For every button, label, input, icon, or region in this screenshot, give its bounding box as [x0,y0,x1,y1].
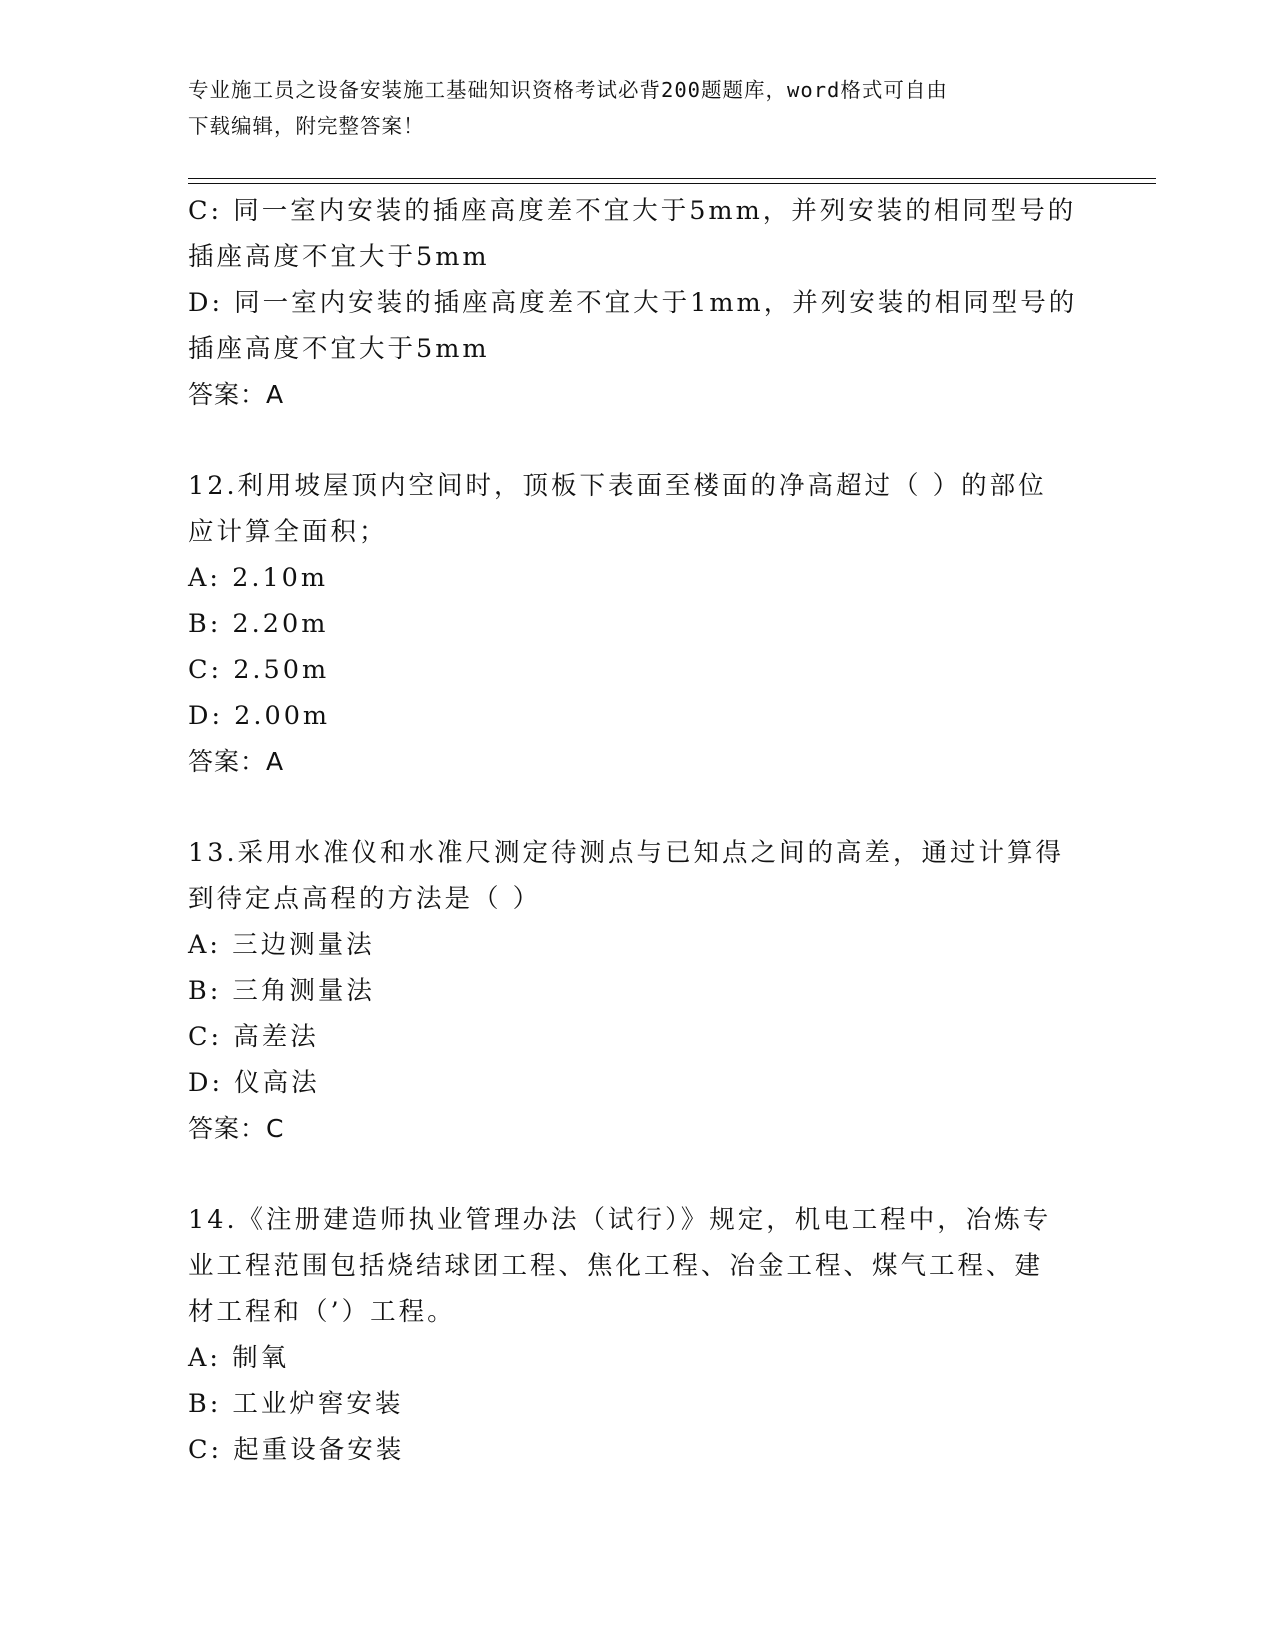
question-stem-line-1: 12.利用坡屋顶内空间时，顶板下表面至楼面的净高超过（ ）的部位 [188,471,1047,501]
question-stem-line-1: 14.《注册建造师执业管理办法（试行）》规定，机电工程中，冶炼专 [188,1205,1052,1235]
spacer [188,785,1088,830]
option-c: C: 2.50m [188,655,330,685]
question-11-tail [188,188,1088,418]
option-a: A: 三边测量法 [188,930,375,960]
answer: 答案：A [188,747,285,776]
option-c: C: 起重设备安装 [188,1435,405,1465]
question-14 [188,1197,1088,1473]
question-content [188,188,1088,1473]
answer: 答案：C [188,1114,285,1143]
option-b: B: 三角测量法 [188,976,375,1006]
option-b: B: 工业炉窖安装 [188,1389,404,1419]
question-stem-line-1: 13.采用水准仪和水准尺测定待测点与已知点之间的高差，通过计算得 [188,838,1065,868]
option-d-line-2: 插座高度不宜大于5mm [188,334,490,364]
spacer [188,418,1088,463]
option-d: D: 仪高法 [188,1068,320,1098]
option-d: D: 2.00m [188,701,331,731]
option-c: C: 高差法 [188,1022,319,1052]
option-c-line-1: C: 同一室内安装的插座高度差不宜大于5mm，并列安装的相同型号的 [188,196,1077,226]
answer: 答案：A [188,380,285,409]
header-line-2: 下载编辑，附完整答案！ [188,114,425,138]
question-stem-line-2: 到待定点高程的方法是（ ） [188,884,542,914]
option-b: B: 2.20m [188,609,329,639]
question-stem-line-3: 材工程和（’）工程。 [188,1297,456,1327]
question-12 [188,463,1088,785]
header-divider-bottom [188,183,1156,184]
spacer [188,1152,1088,1197]
option-a: A: 2.10m [188,563,329,593]
question-13 [188,830,1088,1152]
document-header [188,72,1088,144]
header-line-1: 专业施工员之设备安装施工基础知识资格考试必背200题题库，word格式可自由 [188,78,948,102]
question-stem-line-2: 应计算全面积； [188,517,388,547]
option-a: A: 制氧 [188,1343,290,1373]
header-divider-top [188,178,1156,179]
option-d-line-1: D: 同一室内安装的插座高度差不宜大于1mm，并列安装的相同型号的 [188,288,1078,318]
question-stem-line-2: 业工程范围包括烧结球团工程、焦化工程、冶金工程、煤气工程、建 [188,1251,1044,1281]
option-c-line-2: 插座高度不宜大于5mm [188,242,490,272]
